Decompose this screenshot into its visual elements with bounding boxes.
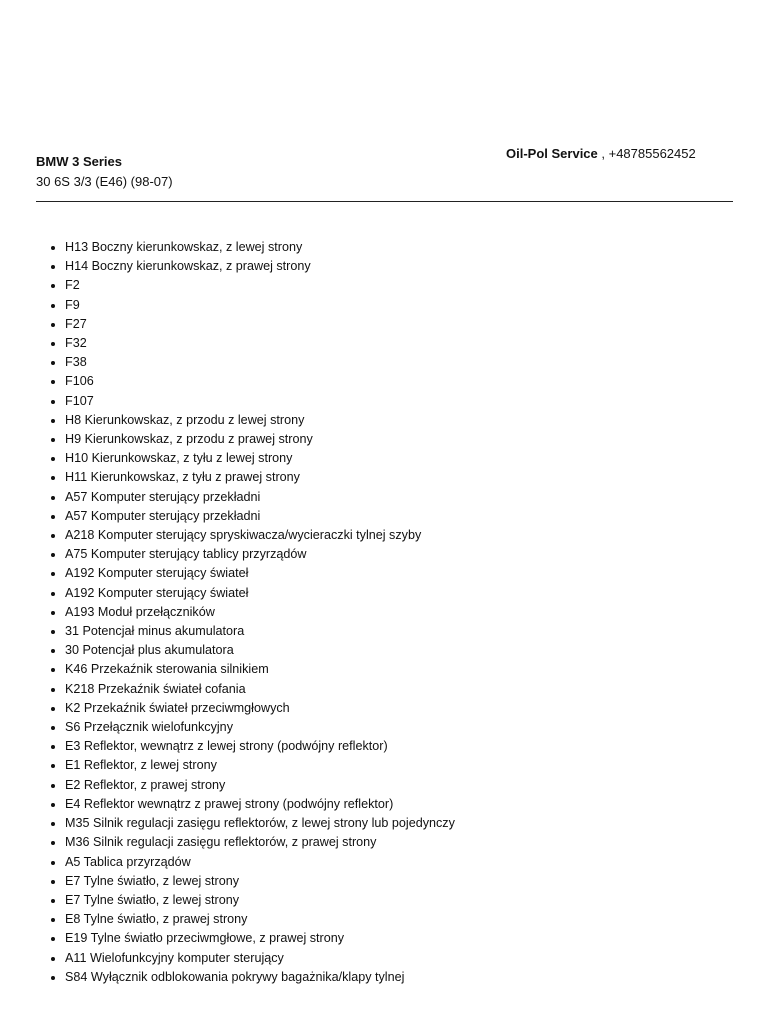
list-item: • F2 [65, 276, 455, 295]
component-list [48, 238, 455, 987]
list-item: • S84 Wyłącznik odblokowania pokrywy bagażnika/klapy tylnej [65, 968, 455, 987]
list-item: • A11 Wielofunkcyjny komputer sterujący [65, 949, 455, 968]
list-item: • F107 [65, 392, 455, 411]
list-item: • F106 [65, 372, 455, 391]
list-item: • K46 Przekaźnik sterowania silnikiem [65, 660, 455, 679]
list-item: • A193 Moduł przełączników [65, 603, 455, 622]
service-name: Oil-Pol Service [506, 146, 598, 161]
vehicle-title: BMW 3 Series [36, 154, 122, 169]
list-item: • S6 Przełącznik wielofunkcyjny [65, 718, 455, 737]
list-item: • A218 Komputer sterujący spryskiwacza/wycieraczki tylnej szyby [65, 526, 455, 545]
list-item: • A192 Komputer sterujący świateł [65, 584, 455, 603]
list-item: • E4 Reflektor wewnątrz z prawej strony (podwójny reflektor) [65, 795, 455, 814]
list-item: • A57 Komputer sterujący przekładni [65, 507, 455, 526]
list-item: • A5 Tablica przyrządów [65, 853, 455, 872]
list-item: • A57 Komputer sterujący przekładni [65, 488, 455, 507]
list-item: • H10 Kierunkowskaz, z tyłu z lewej strony [65, 449, 455, 468]
header-divider [36, 201, 733, 202]
list-item: • K2 Przekaźnik świateł przeciwmgłowych [65, 699, 455, 718]
list-item: • A75 Komputer sterujący tablicy przyrządów [65, 545, 455, 564]
list-item: • E7 Tylne światło, z lewej strony [65, 891, 455, 910]
list-item: • H8 Kierunkowskaz, z przodu z lewej strony [65, 411, 455, 430]
list-item: • E19 Tylne światło przeciwmgłowe, z prawej strony [65, 929, 455, 948]
list-item: • F27 [65, 315, 455, 334]
list-item: • F32 [65, 334, 455, 353]
list-item: • E8 Tylne światło, z prawej strony [65, 910, 455, 929]
list-item: • E7 Tylne światło, z lewej strony [65, 872, 455, 891]
list-item: • F38 [65, 353, 455, 372]
list-item: • H9 Kierunkowskaz, z przodu z prawej strony [65, 430, 455, 449]
list-item: • A192 Komputer sterujący świateł [65, 564, 455, 583]
list-item: • M35 Silnik regulacji zasięgu reflektorów, z lewej strony lub pojedynczy [65, 814, 455, 833]
list-item: • K218 Przekaźnik świateł cofania [65, 680, 455, 699]
list-item: • 30 Potencjał plus akumulatora [65, 641, 455, 660]
list-item: • F9 [65, 296, 455, 315]
list-item: • H11 Kierunkowskaz, z tyłu z prawej strony [65, 468, 455, 487]
vehicle-subtitle: 30 6S 3/3 (E46) (98-07) [36, 174, 173, 189]
list-item: • E2 Reflektor, z prawej strony [65, 776, 455, 795]
list-item: • 31 Potencjał minus akumulatora [65, 622, 455, 641]
list-item: • H14 Boczny kierunkowskaz, z prawej strony [65, 257, 455, 276]
service-info [506, 146, 696, 161]
list-item: • H13 Boczny kierunkowskaz, z lewej strony [65, 238, 455, 257]
service-phone: , +48785562452 [597, 146, 696, 161]
list-item: • E3 Reflektor, wewnątrz z lewej strony (podwójny reflektor) [65, 737, 455, 756]
list-item: • M36 Silnik regulacji zasięgu reflektorów, z prawej strony [65, 833, 455, 852]
list-item: • E1 Reflektor, z lewej strony [65, 756, 455, 775]
